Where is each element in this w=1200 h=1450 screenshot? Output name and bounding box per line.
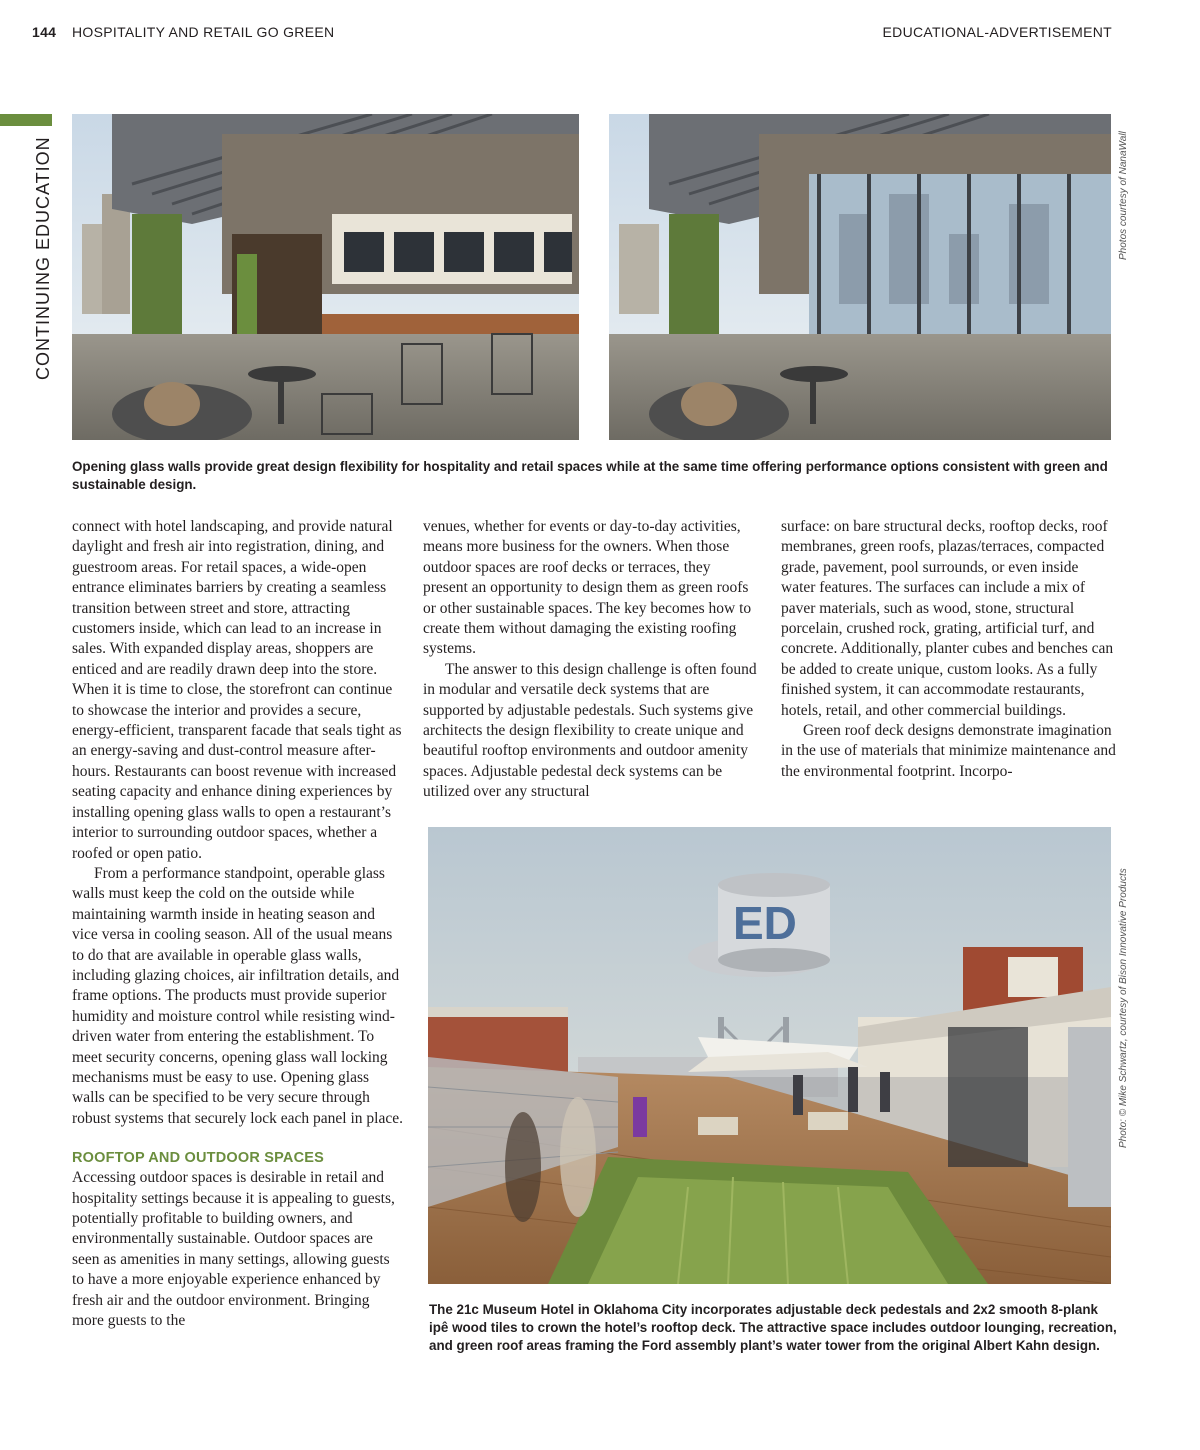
paragraph: Accessing outdoor spaces is desirable in retail and hospitality settings because it is appealing to guests, potentially profitable to building owners, and environmentally sustainable. Outdoor spaces are seen as amenities in many settings, allowing guests to have a more enjoyable experience enhanced by fresh air and the outdoor environment. Bringing more guests to the	[72, 1169, 395, 1330]
paragraph: The answer to this design challenge is often found in modular and versatile deck systems that are supported by adjustable pedestals. Such systems give architects the design flexibility to create unique and beautiful rooftop environments and outdoor amenity spaces. Adjustable pedestal deck systems can be utilized over any structural	[423, 660, 757, 801]
paragraph: Green roof deck designs demonstrate imagination in the use of materials that minimize maintenance and the environmental footprint. Incorpo-	[781, 722, 1116, 780]
article-column-3	[781, 517, 1116, 782]
running-head-title: HOSPITALITY AND RETAIL GO GREEN	[72, 24, 335, 40]
sidebar-accent-bar	[0, 114, 52, 126]
museum-hotel-rooftop-photo	[428, 827, 1111, 1284]
article-column-2	[423, 517, 758, 803]
bottom-photo-credit: Photo: © Mike Schwartz, courtesy of Bison Innovative Products	[1118, 868, 1129, 1148]
paragraph: surface: on bare structural decks, rooftop decks, roof membranes, green roofs, plazas/terraces, compacted grade, pavement, pool surrounds, or even inside water features. The surfaces can include a mix of paver materials, such as wood, stone, structural porcelain, crushed rock, grating, artificial turf, and concrete. Additionally, planter cubes and benches can be added to create unique, custom looks. As a fully finished system, it can accommodate restaurants, hotels, retail, and other commercial buildings.	[781, 518, 1114, 719]
bottom-photo-caption: The 21c Museum Hotel in Oklahoma City incorporates adjustable deck pedestals and 2x2 smooth 8-plank ipê wood tiles to crown the hotel’s rooftop deck. The attractive space includes outdoor lounging, recreation, and green roof areas framing the Ford assembly plant’s water tower from the original Albert Kahn design.	[429, 1302, 1117, 1353]
svg-text:ED: ED	[733, 897, 797, 949]
top-photo-caption: Opening glass walls provide great design flexibility for hospitality and retail spaces while at the same time offering performance options consistent with green and sustainable design.	[72, 459, 1108, 492]
section-subheading: ROOFTOP AND OUTDOOR SPACES	[72, 1150, 324, 1167]
rooftop-lounge-photo-open	[72, 114, 579, 440]
sidebar-section-label: CONTINUING EDUCATION	[33, 136, 53, 380]
paragraph: From a performance standpoint, operable glass walls must keep the cold on the outside while maintaining warmth inside in heating season and vice versa in cooling season. All of the usual means to do that are available in operable glass walls, including glazing choices, air infiltration details, and frame options. The products must provide superior humidity and moisture control while resisting wind-driven water from entering the establishment. To meet security concerns, opening glass wall locking mechanisms must be easy to use. Opening glass walls can be specified to be very secure through robust systems that securely lock each panel in place.	[72, 864, 403, 1127]
article-column-1	[72, 517, 404, 1331]
paragraph: connect with hotel landscaping, and provide natural daylight and fresh air into registration, dining, and guestroom areas. For retail spaces, a wide-open entrance eliminates barriers by creating a seamless transition between street and store, attracting customers inside, which can lead to an increase in sales. With expanded display areas, shoppers are enticed and are readily drawn deep into the store. When it is time to close, the storefront can continue to showcase the interior and provides a secure, energy-efficient, transparent facade that seals tight as an energy-saving and dust-control measure after-hours. Restaurants can boost revenue with increased seating capacity and enhance dining experiences by installing opening glass walls to open a restaurant’s interior to surrounding outdoor spaces, whether a roofed or open patio.	[72, 518, 402, 862]
advertisement-label: EDUCATIONAL-ADVERTISEMENT	[882, 24, 1112, 40]
paragraph: venues, whether for events or day-to-day activities, means more business for the owners. When those outdoor spaces are roof decks or terraces, they present an opportunity to design them as green roofs or other sustainable spaces. The key becomes how to create them without damaging the existing roofing systems.	[423, 518, 752, 658]
rooftop-lounge-photo-closed	[609, 114, 1111, 440]
page-number: 144	[32, 24, 57, 40]
top-photos-credit: Photos courtesy of NanaWall	[1118, 131, 1129, 260]
page-header	[0, 24, 1200, 44]
